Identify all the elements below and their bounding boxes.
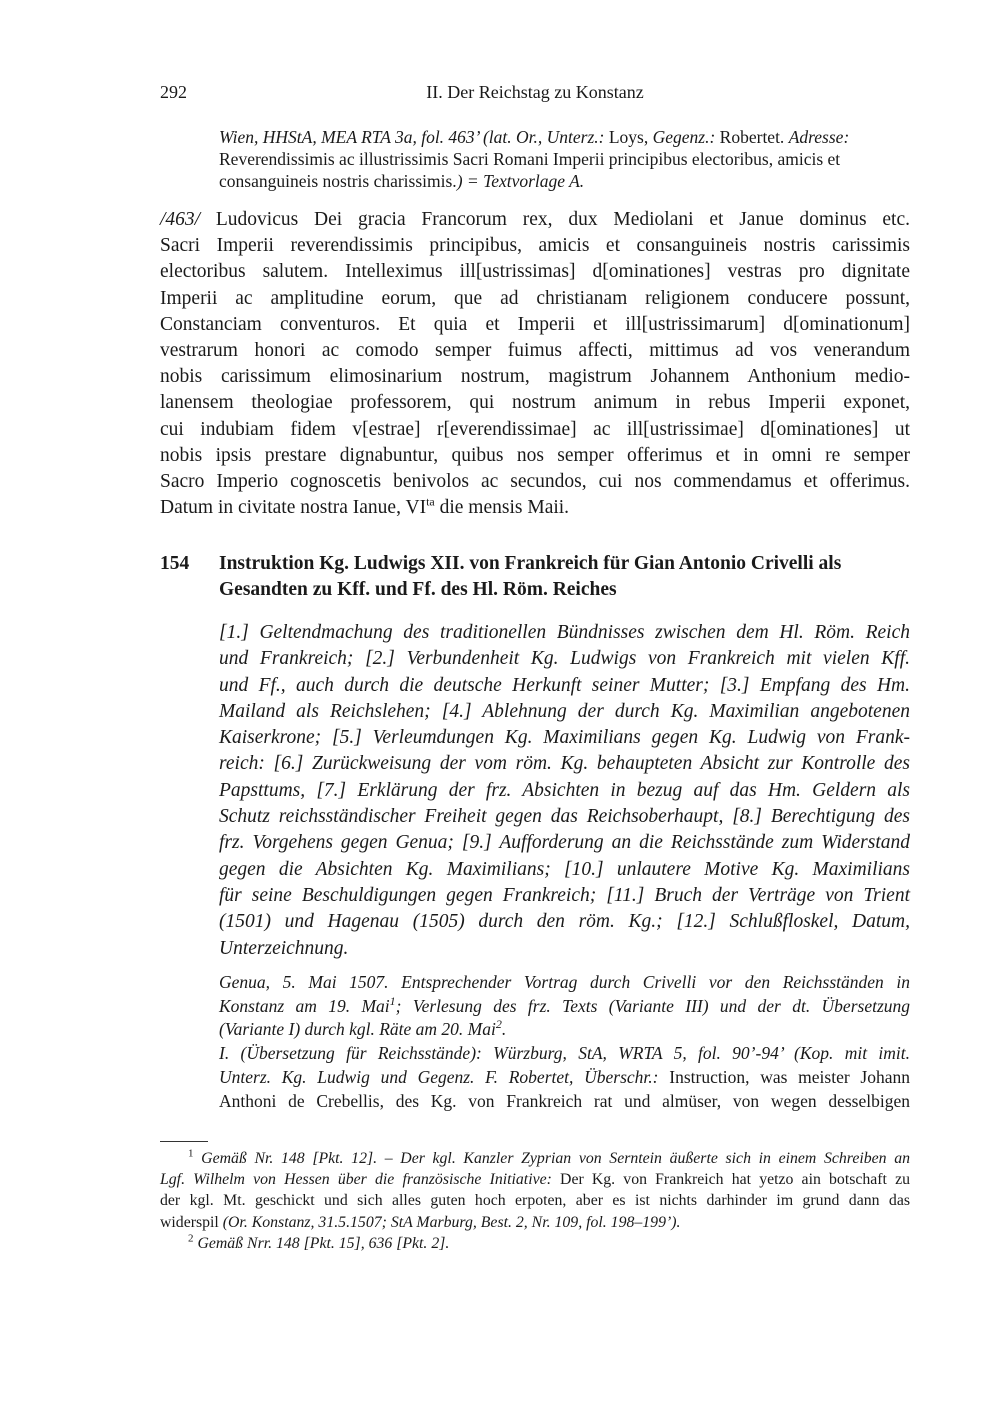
document-title: Instruktion Kg. Ludwigs XII. von Frankreich für Gian Antonio Crivelli als Gesandten zu Kff. und Ff. des Hl. Röm. Reiches	[219, 553, 842, 600]
archive-line: I. (Übersetzung für Reichsstände): Würzburg, StA, WRTA 5, fol. 90’-94’ (Kop. mit imit.	[219, 1043, 910, 1064]
running-title: II. Der Reichstag zu Konstanz	[426, 82, 644, 102]
letter-line: vestrarum honori ac comodo semper fuimus affecti, mittimus ad vos venerandum	[160, 340, 910, 362]
letter-line: Sacro Imperio cognoscetis benivolos ac secundos, cui nos commendamus et offerimus.	[160, 471, 910, 493]
regest-line: (1501) und Hagenau (1505) durch den röm. Kg.; [12.] Schlußfloskel, Datum,	[219, 911, 910, 933]
regest-line: Papsttums, [7.] Erklärung der frz. Absichten in bezug auf das Hm. Geldern als	[219, 779, 910, 801]
regest-line: Mailand als Reichslehen; [4.] Ablehnung der durch Kg. Maximilian angebotenen	[219, 700, 910, 722]
regest	[219, 620, 910, 962]
footnote-ref: 1	[389, 993, 396, 1008]
letter-line: nobis ipsis prestare dignabuntur, quibus nos semper offerimus et in omni re semper	[160, 444, 910, 466]
archive-line: Genua, 5. Mai 1507. Entsprechender Vortrag durch Crivelli vor den Reichsständen in	[219, 972, 910, 992]
regest-line: für seine Beschuldigungen gegen Frankreich; [11.] Bruch der Verträge von Trient	[219, 884, 910, 906]
footnote-2: $^2$ Gemäß Nrr. 148 [Pkt. 15], 636 [Pkt. 2].	[188, 1232, 450, 1252]
superscript: ta	[426, 494, 435, 509]
archive-line: Anthoni de Crebellis, des Kg. von Frankreich rat und almüser, von wegen desselbigen	[219, 1090, 910, 1111]
footnotes	[160, 1148, 910, 1254]
footnote-mark: 1	[188, 1147, 194, 1160]
folio-marker: /463/	[160, 209, 201, 230]
regest-line: und Frankreich; [2.] Verbundenheit Kg. Ludwigs von Frankreich mit vielen Kff.	[219, 648, 910, 670]
source-note-line-3: consanguineis nostris charissimis.) = Textvorlage A.	[219, 171, 585, 191]
footnote-line: widerspil (Or. Konstanz, 31.5.1507; StA Marburg, Best. 2, Nr. 109, fol. 198–199’).	[160, 1213, 681, 1231]
letter-line: cui indubiam fidem v[estrae] r[everendissimae] ac ill[ustrissimae] d[ominationes] ut	[160, 418, 910, 440]
footnote-line: der kgl. Mt. geschickt und sich alles guten hoch erpoten, aber es ist nichts darhinder im grund dann das	[160, 1192, 910, 1210]
footnote-1: $^1$ Gemäß Nr. 148 [Pkt. 12]. – Der kgl. Kanzler Zyprian von Serntein äußerte sich in einem Schreiben an	[188, 1147, 910, 1167]
regest-line: Unterzeichnung.	[219, 937, 349, 959]
source-note-line-1: Wien, HHStA, MEA RTA 3a, fol. 463’ (lat. Or., Unterz.: Loys, Gegenz.: Robertet. Adresse:	[219, 127, 850, 147]
footnote-mark: 2	[188, 1232, 194, 1245]
regest-line: Schutz reichsständischer Freiheit gegen das Reichsoberhaupt, [8.] Berechtigung des	[219, 806, 910, 828]
footnote-rule	[160, 1141, 208, 1142]
archive-line: Unterz. Kg. Ludwig und Gegenz. F. Robertet, Überschr.: Instruction, was meister Johann	[219, 1066, 910, 1087]
letter-line: Imperii ac amplitudine eorum, que ad christianam religionem conducere possunt,	[160, 287, 910, 309]
regest-line: und Ff., auch durch die deutsche Herkunft seiner Mutter; [3.] Empfang des Hm.	[219, 674, 910, 696]
letter-line: Sacri Imperii reverendissimis principibus, amicis et consanguineis nostris carissimis	[160, 235, 910, 257]
regest-line: frz. Vorgehens gegen Genua; [9.] Aufforderung an die Reichsstände zum Widerstand	[219, 832, 910, 854]
source-note	[219, 126, 910, 192]
letter-line: lanensem theologiae professorem, qui nostrum animum in rebus Imperii exponet,	[160, 392, 910, 414]
regest-line: gegen die Absichten Kg. Maximilians; [10.] unlautere Motive Kg. Maximilians	[219, 858, 910, 880]
page-number: 292	[160, 82, 187, 102]
letter-line: nobis carissimum elimosinarium nostrum, magistrum Johannem Anthonium medio-	[160, 366, 910, 388]
footnote-line: Lgf. Wilhelm von Hessen über die französische Initiative: Der Kg. von Frankreich hat yetzo ain botschaft zu	[160, 1171, 910, 1189]
archive-note	[219, 971, 910, 1113]
archive-line: (Variante I) durch kgl. Räte am 20. Mai$^2$.	[219, 1017, 507, 1040]
footnote-ref: 2	[495, 1017, 502, 1032]
running-head	[160, 82, 910, 108]
regest-line: Kaiserkrone; [5.] Verleumdungen Kg. Maximilians gegen Kg. Ludwig von Frank-	[219, 727, 910, 749]
letter-text	[160, 207, 910, 521]
document-number: 154	[160, 553, 190, 574]
letter-line: /463/ Ludovicus Dei gracia Francorum rex, dux Mediolani et Janue dominus etc.	[160, 209, 910, 230]
regest-line: reich: [6.] Zurückweisung der vom röm. Kg. behaupteten Absicht zur Kontrolle des	[219, 753, 910, 775]
archive-line: Konstanz am 19. Mai$^1$; Verlesung des frz. Texts (Variante III) und der dt. Übersetzung	[219, 993, 911, 1016]
letter-line: electoribus salutem. Intelleximus ill[ustrissimas] d[ominationes] vestras pro dignitate	[160, 261, 910, 283]
source-note-line-2: Reverendissimis ac illustrissimis Sacri Romani Imperii principibus electoribus, amicis et	[219, 149, 841, 169]
letter-line: Datum in civitate nostra Ianue, $VI^{ta}$ die mensis Maii.	[160, 494, 570, 519]
letter-line: Constanciam conventuros. Et quia et Imperii et ill[ustrissimarum] d[ominationum]	[160, 313, 910, 335]
regest-line: [1.] Geltendmachung des traditionellen Bündnisses zwischen dem Hl. Röm. Reich	[219, 622, 910, 643]
